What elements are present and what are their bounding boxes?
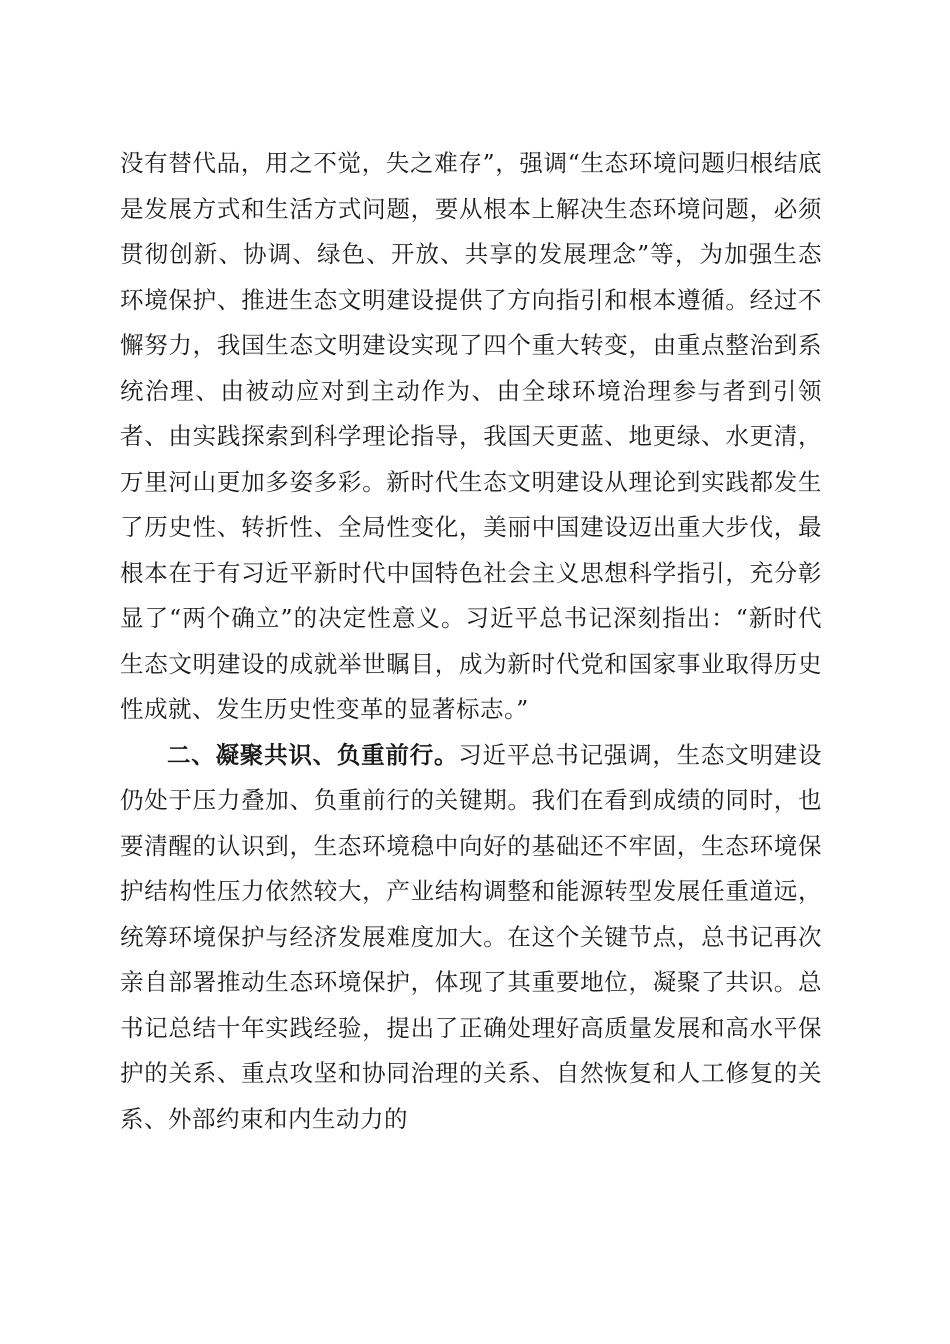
body-text <box>120 141 822 1142</box>
section-body: 习近平总书记强调，生态文明建设仍处于压力叠加、负重前行的关键期。我们在看到成绩的同时，也要清醒的认识到，生态环境稳中向好的基础还不牢固，生态环境保护结构性压力依然较大，产业结构调整和能源转型发展任重道远，统筹环境保护与经济发展难度加大。在这个关键节点，总书记再次亲自部署推动生态环境保护，体现了其重要地位，凝聚了共识。总书记总结十年实践经验，提出了正确处理好高质量发展和高水平保护的关系、重点攻坚和协同治理的关系、自然恢复和人工修复的关系、外部约束和内生动力的 <box>120 740 823 1133</box>
paragraph-section-two <box>120 733 822 1143</box>
section-heading: 二、凝聚共识、负重前行。 <box>167 740 459 769</box>
paragraph-continuation: 没有替代品，用之不觉，失之难存”，强调“生态环境问题归根结底是发展方式和生活方式问题，要从根本上解决生态环境问题，必须贯彻创新、协调、绿色、开放、共享的发展理念”等，为加强生态环境保护、推进生态文明建设提供了方向指引和根本遵循。经过不懈努力，我国生态文明建设实现了四个重大转变，由重点整治到系统治理、由被动应对到主动作为、由全球环境治理参与者到引领者、由实践探索到科学理论指导，我国天更蓝、地更绿、水更清，万里河山更加多姿多彩。新时代生态文明建设从理论到实践都发生了历史性、转折性、全局性变化，美丽中国建设迈出重大步伐，最根本在于有习近平新时代中国特色社会主义思想科学指引，充分彰显了“两个确立”的决定性意义。习近平总书记深刻指出：“新时代生态文明建设的成就举世瞩目，成为新时代党和国家事业取得历史性成就、发生历史性变革的显著标志。” <box>120 149 822 723</box>
